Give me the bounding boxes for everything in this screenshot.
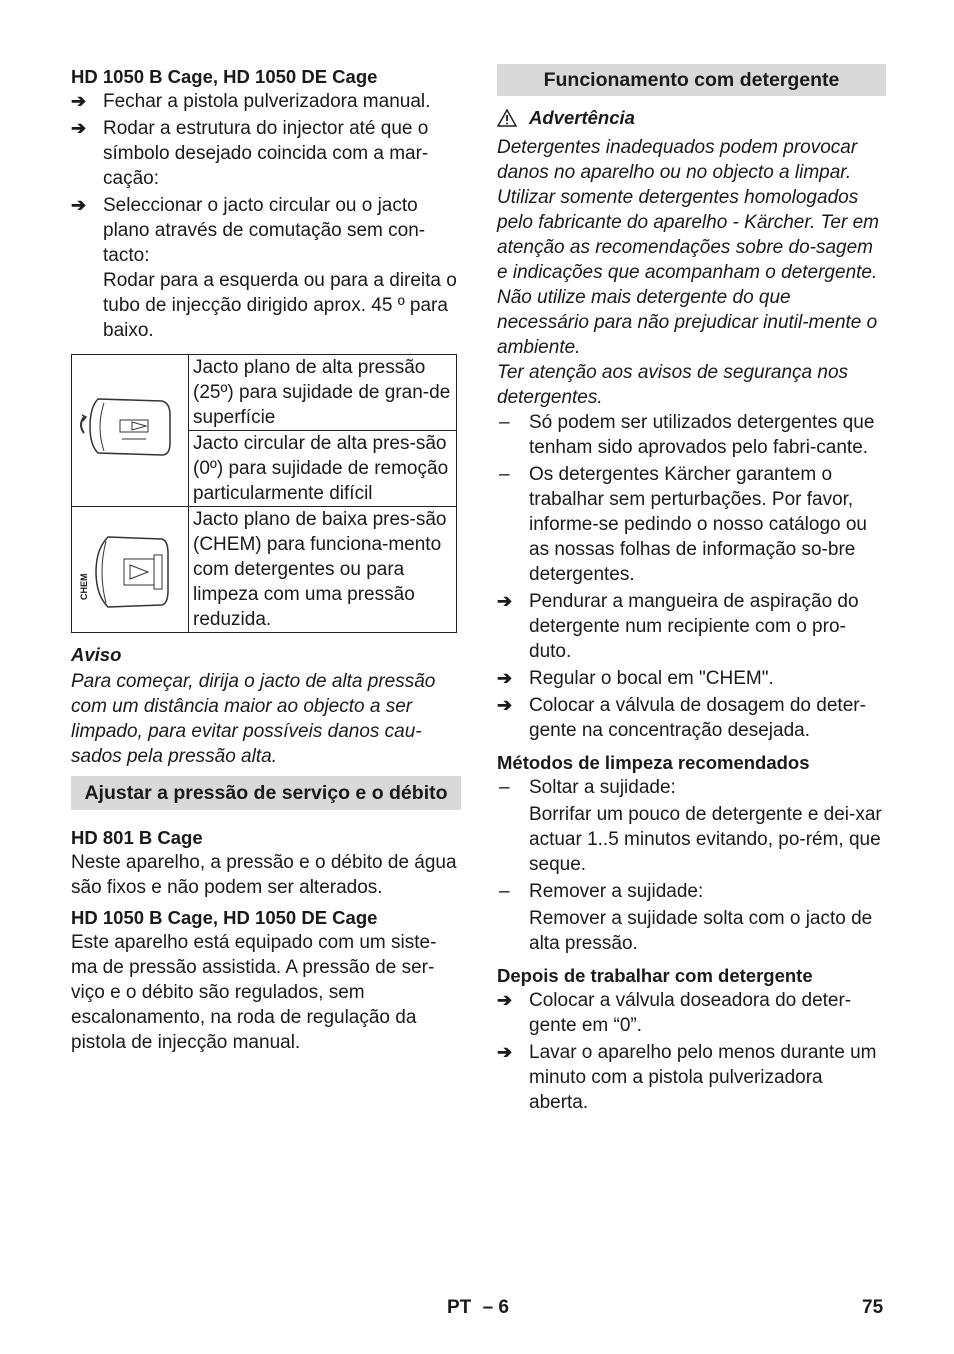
page-number: 75 xyxy=(862,1297,884,1318)
section-heading: Métodos de limpeza recomendados xyxy=(497,752,810,773)
dash-bullet: – xyxy=(499,412,510,433)
nozzle-row-2: Jacto circular de alta pres-são (0º) para sujidade de remoção particularmente difícil xyxy=(189,431,457,507)
step-item xyxy=(71,89,461,114)
section-heading: HD 801 B Cage xyxy=(71,827,203,848)
dash-bullet: – xyxy=(499,777,510,798)
step-text: Seleccionar o jacto circular ou o jacto plano através de comutação sem con-tacto: xyxy=(103,195,426,266)
warning-title: Advertência xyxy=(529,107,635,128)
step-item xyxy=(497,1040,886,1115)
section-heading: HD 1050 B Cage, HD 1050 DE Cage xyxy=(71,66,378,87)
step-item xyxy=(71,116,461,191)
list-text: Só podem ser utilizados detergentes que tenham sido aprovados pelo fabri-cante. xyxy=(529,412,875,458)
list-item xyxy=(497,462,886,587)
paragraph: Neste aparelho, a pressão e o débito de água são fixos e não podem ser alterados. xyxy=(71,852,457,898)
nozzle-row-3: Jacto plano de baixa pres-são (CHEM) para funciona-mento com detergentes ou para limpeza com uma pressão reduzida. xyxy=(189,507,457,633)
arrow-right-icon: ➔ xyxy=(497,1042,513,1062)
dash-bullet: – xyxy=(499,881,510,902)
step-item xyxy=(497,988,886,1038)
nozzle-row-1: Jacto plano de alta pressão (25º) para sujidade de gran-de superfície xyxy=(189,355,457,431)
step-text: Colocar a válvula doseadora do deter-gente em “0”. xyxy=(529,990,852,1036)
footer-section-label xyxy=(447,1297,509,1319)
arrow-right-icon: ➔ xyxy=(497,591,513,611)
arrow-right-icon: ➔ xyxy=(71,118,87,138)
left-column xyxy=(71,64,461,1055)
right-column xyxy=(497,64,886,1117)
list-item xyxy=(497,410,886,460)
list-text: Soltar a sujidade: xyxy=(529,777,676,798)
list-detail: Borrifar um pouco de detergente e dei-xar actuar 1..5 minutos evitando, po-rém, que seque. xyxy=(529,804,882,875)
nozzle-high-pressure-image xyxy=(72,355,189,507)
step-text: Pendurar a mangueira de aspiração do detergente num recipiente com o pro-duto. xyxy=(529,591,859,662)
arrow-right-icon: ➔ xyxy=(71,91,87,111)
step-item xyxy=(71,193,461,268)
arrow-right-icon: ➔ xyxy=(497,990,513,1010)
section-page: – 6 xyxy=(482,1297,509,1318)
list-item xyxy=(497,775,886,800)
nozzle-table xyxy=(71,354,457,633)
nozzle-chem-image xyxy=(72,507,189,633)
warning-heading xyxy=(497,105,886,130)
list-item xyxy=(497,879,886,904)
language-code: PT xyxy=(447,1297,472,1318)
list-text: Os detergentes Kärcher garantem o trabalhar sem perturbações. Por favor, informe-se pedindo o nosso catálogo ou as nossas folhas de informação so-bre detergentes. xyxy=(529,464,868,585)
warning-text-2: Ter atenção aos avisos de segurança nos detergentes. xyxy=(497,362,849,408)
notice-text: Para começar, dirija o jacto de alta pressão com um distância maior ao objecto a ser limpado, para evitar possíveis danos cau-sados pela pressão alta. xyxy=(71,671,436,767)
step-text: Lavar o aparelho pelo menos durante um minuto com a pistola pulverizadora aberta. xyxy=(529,1042,877,1113)
step-continuation: Rodar para a esquerda ou para a direita o tubo de injecção dirigido aprox. 45 º para baixo. xyxy=(103,270,457,341)
notice-title: Aviso xyxy=(71,644,122,665)
warning-text: Detergentes inadequados podem provocar danos no aparelho ou no objecto a limpar. Utilizar somente detergentes homologados pelo fabricante do aparelho - Kärcher. Ter em atenção as recomendações sobre do-sagem e indicações que acompanham o detergente. Não utilize mais detergente do que necessário para não prejudicar inutil-mente o ambiente. xyxy=(497,137,879,358)
section-heading: Depois de trabalhar com detergente xyxy=(497,965,813,986)
section-box-title: Ajustar a pressão de serviço e o débito xyxy=(71,776,461,810)
step-item xyxy=(497,666,886,691)
arrow-right-icon: ➔ xyxy=(497,695,513,715)
list-detail: Remover a sujidade solta com o jacto de alta pressão. xyxy=(529,908,873,954)
chem-label: CHEM xyxy=(79,573,89,600)
step-text: Colocar a válvula de dosagem do deter-gente na concentração desejada. xyxy=(529,695,866,741)
arrow-right-icon: ➔ xyxy=(71,195,87,215)
section-box-title: Funcionamento com detergente xyxy=(497,64,886,96)
warning-triangle-icon xyxy=(497,109,517,127)
dash-bullet: – xyxy=(499,464,510,485)
section-heading: HD 1050 B Cage, HD 1050 DE Cage xyxy=(71,907,378,928)
step-item xyxy=(497,589,886,664)
list-text: Remover a sujidade: xyxy=(529,881,704,902)
step-text: Rodar a estrutura do injector até que o símbolo desejado coincida com a mar-cação: xyxy=(103,118,429,189)
step-text: Fechar a pistola pulverizadora manual. xyxy=(103,91,431,112)
arrow-right-icon: ➔ xyxy=(497,668,513,688)
paragraph: Este aparelho está equipado com um siste-ma de pressão assistida. A pressão de ser-viço e o débito são regulados, sem escalonamento, na roda de regulação da pistola de injecção manual. xyxy=(71,932,437,1053)
step-text: Regular o bocal em "CHEM". xyxy=(529,668,774,689)
step-item xyxy=(497,693,886,743)
